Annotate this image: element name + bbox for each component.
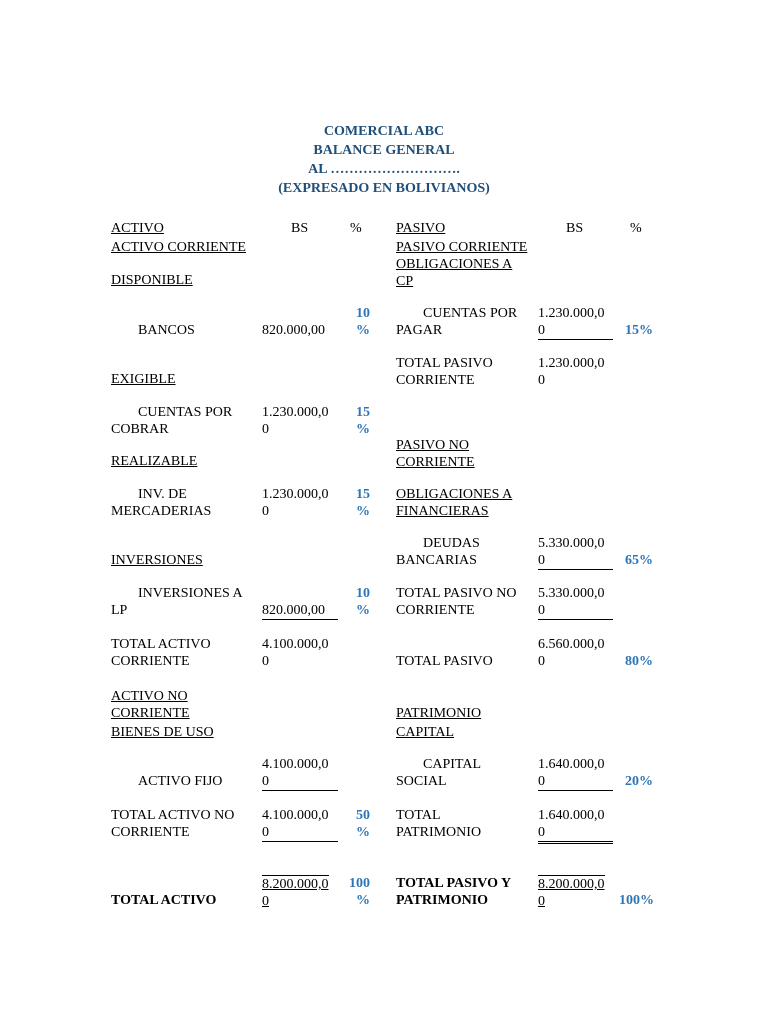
total-activo-corriente-label: TOTAL ACTIVO CORRIENTE (111, 637, 211, 669)
total-patrimonio-value: 1.640.000,0 0 (538, 807, 613, 844)
total-pasivo-patrimonio-label: TOTAL PASIVO Y PATRIMONIO (396, 876, 512, 908)
pasivo-no-corriente-heading: PASIVO NO CORRIENTE (396, 438, 475, 470)
total-pasivo-patrimonio-pct: 100% (619, 893, 654, 908)
company-name: COMERCIAL ABC (323, 124, 445, 139)
inversiones-lp-pct: 10 % (356, 586, 370, 618)
inv-mercaderias-pct: 15 % (356, 487, 370, 519)
obligaciones-financieras-heading: OBLIGACIONES A FINANCIERAS (396, 487, 513, 519)
exigible-heading: EXIGIBLE (111, 372, 176, 387)
total-activo-corriente-value: 4.100.000,0 0 (262, 637, 329, 669)
total-pasivo-no-corriente-label: TOTAL PASIVO NO CORRIENTE (396, 586, 517, 618)
total-activo-no-corriente-value: 4.100.000,0 0 (262, 807, 338, 842)
inv-mercaderias-value: 1.230.000,0 0 (262, 487, 329, 519)
bancos-label: BANCOS (138, 323, 195, 338)
capital-social-label: CAPITAL SOCIAL (396, 757, 481, 789)
inversiones-lp-value: 820.000,00 (262, 602, 338, 620)
total-pasivo-label: TOTAL PASIVO (396, 654, 493, 669)
cuentas-cobrar-label: CUENTAS POR COBRAR (111, 405, 233, 437)
pasivo-corriente-title: PASIVO CORRIENTE (396, 240, 528, 255)
inversiones-lp-label: INVERSIONES A LP (111, 586, 243, 618)
activo-heading: ACTIVO (111, 221, 164, 236)
total-activo-pct: 100 % (349, 876, 370, 908)
cuentas-cobrar-pct: 15 % (356, 405, 370, 437)
bancos-pct: 10 % (356, 306, 370, 338)
activo-pct-heading: % (350, 221, 362, 236)
report-header (0, 122, 768, 198)
activo-fijo-value: 4.100.000,0 0 (262, 756, 338, 791)
activo-bs-heading: BS (291, 221, 309, 236)
capital-social-pct: 20% (625, 774, 653, 789)
total-activo-value: 8.200.000,0 0 (262, 877, 329, 909)
total-pasivo-no-corriente-value: 5.330.000,0 0 (538, 585, 613, 620)
capital-heading: CAPITAL (396, 725, 454, 740)
total-patrimonio-label: TOTAL PATRIMONIO (396, 808, 482, 840)
total-pasivo-value: 6.560.000,0 0 (538, 637, 605, 669)
report-subtitle: (EXPRESADO EN BOLIVIANOS) (278, 181, 490, 196)
total-pasivo-pct: 80% (625, 654, 653, 669)
deudas-bancarias-value: 5.330.000,0 0 (538, 535, 613, 570)
total-activo-label: TOTAL ACTIVO (111, 893, 217, 908)
pasivo-bs-heading: BS (566, 221, 584, 236)
activo-fijo-label: ACTIVO FIJO (138, 774, 223, 789)
cuentas-pagar-value: 1.230.000,0 0 (538, 305, 613, 340)
deudas-bancarias-label: DEUDAS BANCARIAS (396, 536, 480, 568)
bancos-value: 820.000,00 (262, 323, 325, 338)
inv-mercaderias-label: INV. DE MERCADERIAS (111, 487, 212, 519)
cuentas-cobrar-value: 1.230.000,0 0 (262, 405, 329, 437)
cuentas-pagar-pct: 15% (625, 323, 653, 338)
total-activo-no-corriente-label: TOTAL ACTIVO NO CORRIENTE (111, 808, 235, 840)
total-activo-no-corriente-pct: 50 % (356, 808, 370, 840)
report-title: BALANCE GENERAL (313, 143, 455, 158)
activo-corriente-title: ACTIVO CORRIENTE (111, 240, 246, 255)
activo-no-corriente-heading: ACTIVO NO CORRIENTE (111, 689, 190, 721)
obligaciones-cp-heading: OBLIGACIONES A CP (396, 257, 513, 289)
disponible-heading: DISPONIBLE (111, 273, 193, 288)
deudas-bancarias-pct: 65% (625, 553, 653, 568)
cuentas-pagar-label: CUENTAS POR PAGAR (396, 306, 518, 338)
patrimonio-heading: PATRIMONIO (396, 706, 482, 721)
pasivo-pct-heading: % (630, 221, 642, 236)
capital-social-value: 1.640.000,0 0 (538, 756, 613, 791)
inversiones-heading: INVERSIONES (111, 553, 203, 568)
report-date-line: AL ………………………. (308, 162, 460, 177)
pasivo-heading: PASIVO (396, 221, 446, 236)
total-pasivo-corriente-label: TOTAL PASIVO CORRIENTE (396, 356, 493, 388)
bienes-uso-heading: BIENES DE USO (111, 725, 214, 740)
total-pasivo-corriente-value: 1.230.000,0 0 (538, 356, 605, 388)
realizable-heading: REALIZABLE (111, 454, 198, 469)
total-pasivo-patrimonio-value: 8.200.000,0 0 (538, 877, 605, 909)
